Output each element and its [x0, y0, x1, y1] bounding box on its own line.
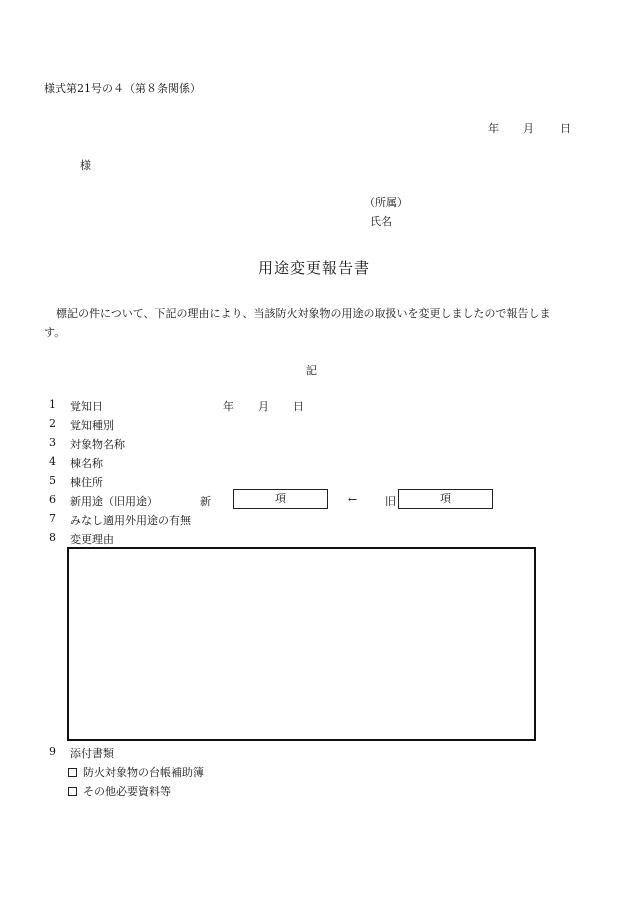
item-4-label: 棟名称	[70, 457, 103, 470]
recognition-year: 年	[223, 400, 234, 413]
item-9-number: 9	[49, 745, 56, 758]
item-1-label: 覚知日	[70, 400, 103, 413]
intro-line-1: 標記の件について、下記の理由により、当該防火対象物の用途の取扱いを変更しましたので報告しま	[56, 307, 551, 320]
item-3-label: 対象物名称	[70, 438, 125, 451]
item-5-number: 5	[49, 474, 56, 487]
attachment-item[interactable]	[68, 783, 171, 799]
new-use-label: 新	[200, 495, 211, 508]
date-month: 月	[523, 122, 534, 135]
item-2-number: 2	[49, 417, 56, 430]
item-4-number: 4	[49, 455, 56, 468]
new-use-box[interactable]: 項	[233, 489, 328, 509]
recognition-month: 月	[258, 400, 269, 413]
item-9-label: 添付書類	[70, 747, 114, 760]
item-6-label: 新用途（旧用途）	[70, 495, 158, 508]
addressee-suffix: 様	[80, 159, 91, 172]
old-use-box[interactable]: 項	[398, 489, 493, 509]
affiliation-label: （所属）	[364, 196, 408, 209]
checkbox-icon[interactable]	[68, 768, 77, 777]
item-8-label: 変更理由	[70, 533, 114, 546]
recognition-day: 日	[293, 400, 304, 413]
arrow-icon: ←	[348, 493, 358, 506]
change-reason-box[interactable]	[67, 547, 536, 741]
form-number: 様式第21号の４（第８条関係）	[44, 82, 201, 95]
item-3-number: 3	[49, 436, 56, 449]
item-6-number: 6	[49, 493, 56, 506]
date-day: 日	[560, 122, 571, 135]
ki-heading: 記	[306, 364, 317, 377]
item-8-number: 8	[49, 531, 56, 544]
item-7-number: 7	[49, 512, 56, 525]
item-2-label: 覚知種別	[70, 419, 114, 432]
intro-line-2: す。	[44, 326, 66, 339]
item-7-label: みなし適用外用途の有無	[70, 514, 191, 527]
document-title: 用途変更報告書	[258, 259, 371, 277]
attachment-label: 防火対象物の台帳補助簿	[83, 766, 204, 779]
name-label: 氏名	[370, 215, 392, 228]
item-1-number: 1	[49, 398, 56, 411]
date-year: 年	[488, 122, 499, 135]
old-use-label: 旧	[385, 495, 396, 508]
item-5-label: 棟住所	[70, 476, 103, 489]
attachment-item[interactable]	[68, 764, 204, 780]
checkbox-icon[interactable]	[68, 787, 77, 796]
attachment-label: その他必要資料等	[83, 785, 171, 798]
